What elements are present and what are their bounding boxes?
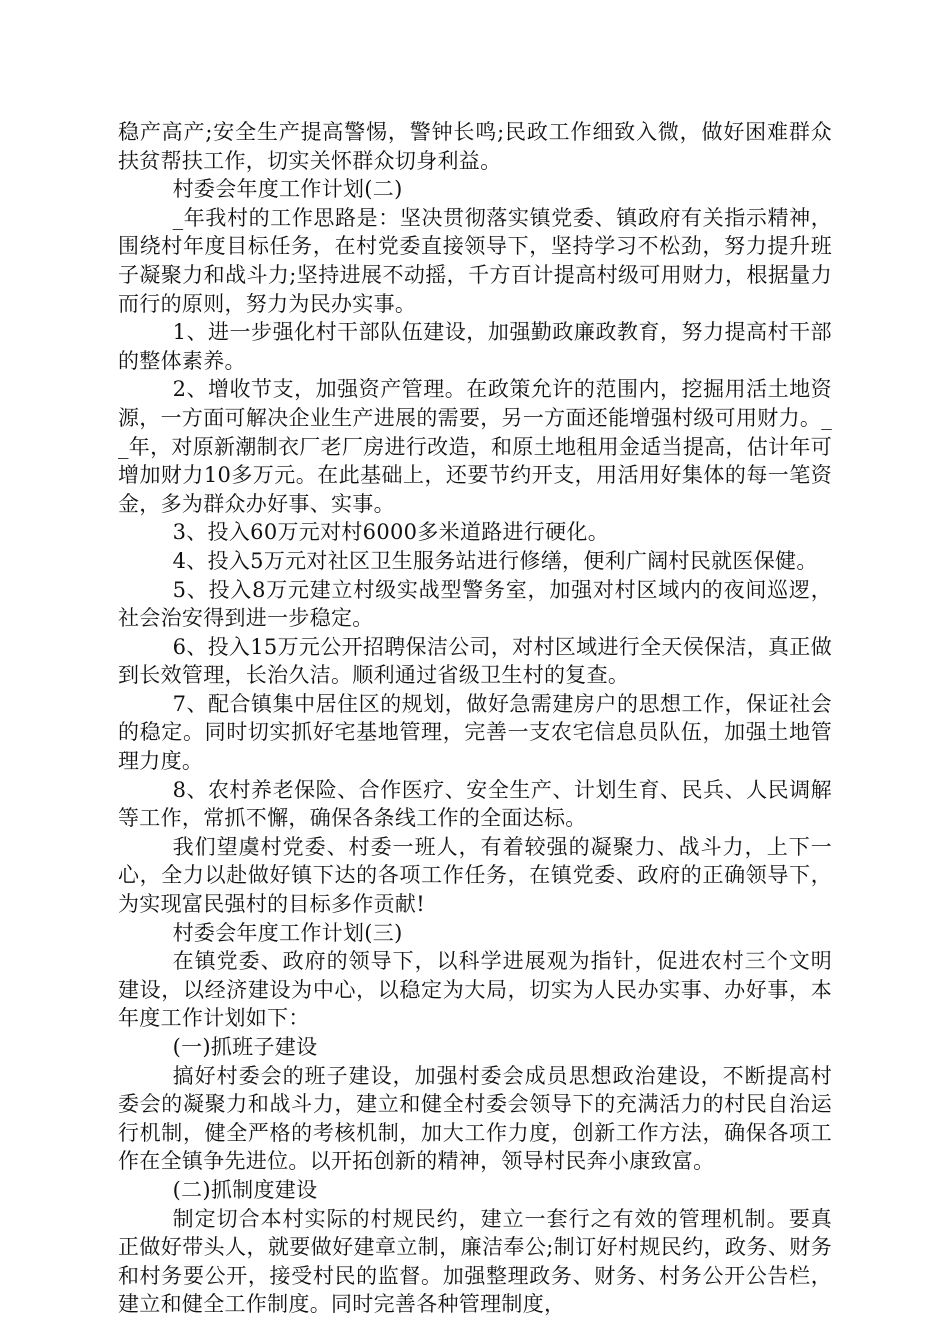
paragraph: 稳产高产;安全生产提高警惕，警钟长鸣;民政工作细致入微，做好困难群众扶贫帮扶工作，切实关怀群众切身利益。 (118, 120, 832, 173)
paragraph: 4、投入5万元对社区卫生服务站进行修缮，便利广阔村民就医保健。 (172, 548, 818, 573)
document-page (118, 118, 832, 1319)
section-heading: 村委会年度工作计划(三) (172, 920, 403, 945)
paragraph: 在镇党委、政府的领导下，以科学进展观为指针，促进农村三个文明建设，以经济建设为中心，以稳定为大局，切实为人民办实事、办好事，本年度工作计划如下： (118, 949, 832, 1031)
paragraph: 8、农村养老保险、合作医疗、安全生产、计划生育、民兵、人民调解等工作，常抓不懈，确保各条线工作的全面达标。 (118, 777, 832, 831)
paragraph: 3、投入60万元对村6000多米道路进行硬化。 (172, 520, 610, 545)
paragraph: 7、配合镇集中居住区的规划，做好急需建房户的思想工作，保证社会的稳定。同时切实抓好宅基地管理，完善一支农宅信息员队伍，加强土地管理力度。 (118, 691, 832, 774)
paragraph: 1、进一步强化村干部队伍建设，加强勤政廉政教育，努力提高村干部的整体素养。 (118, 320, 832, 373)
paragraph: _年我村的工作思路是：坚决贯彻落实镇党委、镇政府有关指示精神，围绕村年度目标任务，在村党委直接领导下，坚持学习不松劲，努力提升班子凝聚力和战斗力;坚持进展不动摇，千方百计提高村级可用财力，根据量力而行的原则，努力为民办实事。 (118, 205, 832, 316)
paragraph: 搞好村委会的班子建设，加强村委会成员思想政治建设，不断提高村委会的凝聚力和战斗力，建立和健全村委会领导下的充满活力的村民自治运行机制，健全严格的考核机制，加大工作力度，创新工作方法，确保各项工作在全镇争先进位。以开拓创新的精神，领导村民奔小康致富。 (118, 1063, 832, 1174)
paragraph: 2、增收节支，加强资产管理。在政策允许的范围内，挖掘用活土地资源，一方面可解决企业生产进展的需要，另一方面还能增强村级可用财力。__年，对原新潮制衣厂老厂房进行改造，和原土地租用金适当提高，估计年可增加财力10多万元。在此基础上，还要节约开支，用活用好集体的每一笔资金，多为群众办好事、实事。 (118, 377, 832, 516)
paragraph: 制定切合本村实际的村规民约，建立一套行之有效的管理机制。要真正做好带头人，就要做好建章立制，廉洁奉公;制订好村规民约，政务、财务和村务要公开，接受村民的监督。加强整理政务、财务、村务公开公告栏，建立和健全工作制度。同时完善各种管理制度， (118, 1206, 832, 1317)
paragraph: 5、投入8万元建立村级实战型警务室，加强对村区域内的夜间巡逻，社会治安得到进一步稳定。 (118, 577, 832, 631)
paragraph: 6、投入15万元公开招聘保洁公司，对村区域进行全天侯保洁，真正做到长效管理，长治久洁。顺利通过省级卫生村的复查。 (118, 634, 832, 688)
subsection-heading: (二)抓制度建设 (172, 1177, 318, 1202)
paragraph: 我们望虞村党委、村委一班人，有着较强的凝聚力、战斗力，上下一心，全力以赴做好镇下达的各项工作任务，在镇党委、政府的正确领导下，为实现富民强村的目标多作贡献! (118, 834, 832, 917)
section-heading: 村委会年度工作计划(二) (172, 177, 403, 202)
subsection-heading: (一)抓班子建设 (172, 1035, 318, 1059)
